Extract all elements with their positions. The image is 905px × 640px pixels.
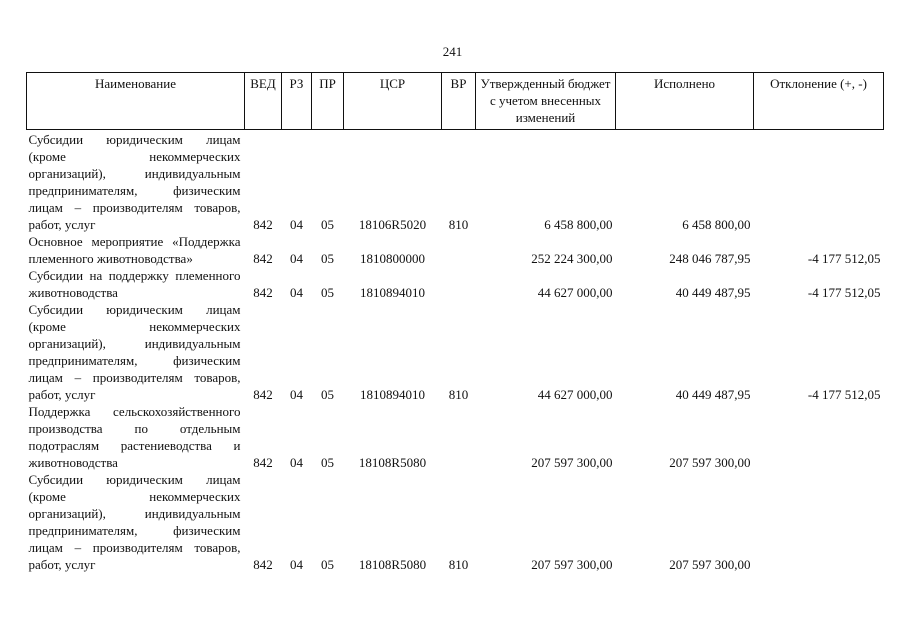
table-row — [27, 471, 884, 573]
row-pr: 05 — [321, 217, 334, 232]
row-executed: 40 449 487,95 — [675, 387, 751, 402]
row-name: Поддержка сельскохозяйственного производства по отдельным подотраслям растениеводства и животноводства — [28, 404, 241, 470]
row-pr: 05 — [321, 557, 334, 572]
row-deviation — [754, 471, 884, 573]
row-vr: 810 — [448, 387, 469, 402]
row-vr: 810 — [448, 557, 469, 572]
row-ved: 842 — [253, 387, 273, 402]
row-csr: 18108R5080 — [358, 557, 427, 572]
row-pr: 05 — [321, 251, 334, 266]
row-executed: 40 449 487,95 — [675, 285, 751, 300]
row-vr: 810 — [448, 217, 469, 232]
row-approved: 207 597 300,00 — [531, 557, 613, 572]
row-pr: 05 — [321, 455, 334, 470]
row-ved: 842 — [253, 557, 273, 572]
row-vr — [442, 233, 476, 267]
row-vr — [442, 267, 476, 301]
budget-table — [26, 72, 884, 573]
table-row — [27, 233, 884, 267]
row-approved: 252 224 300,00 — [531, 251, 613, 266]
row-name: Субсидии юридическим лицам (кроме некоммерческих организаций), индивидуальным предпринимателям, физическим лицам – производителям товаров, работ, услуг — [28, 302, 241, 402]
row-pr: 05 — [321, 387, 334, 402]
row-deviation — [754, 130, 884, 234]
table-row — [27, 301, 884, 403]
row-ved: 842 — [253, 455, 273, 470]
page-number: 241 — [442, 44, 463, 59]
row-rz: 04 — [290, 217, 303, 232]
row-rz: 04 — [290, 455, 303, 470]
header-rz: РЗ — [282, 73, 312, 130]
header-pr: ПР — [312, 73, 344, 130]
row-ved: 842 — [253, 285, 273, 300]
row-approved: 6 458 800,00 — [544, 217, 613, 232]
table-row — [27, 267, 884, 301]
table-row — [27, 130, 884, 234]
header-name: Наименование — [27, 73, 245, 130]
row-deviation: -4 177 512,05 — [807, 251, 881, 266]
row-executed: 248 046 787,95 — [669, 251, 751, 266]
row-vr — [442, 403, 476, 471]
header-approved: Утвержденный бюджет с учетом внесенных изменений — [476, 73, 616, 130]
header-deviation: Отклонение (+, -) — [754, 73, 884, 130]
row-name: Субсидии юридическим лицам (кроме некоммерческих организаций), индивидуальным предпринимателям, физическим лицам – производителям товаров, работ, услуг — [28, 472, 241, 572]
row-rz: 04 — [290, 285, 303, 300]
header-executed: Исполнено — [616, 73, 754, 130]
row-executed: 207 597 300,00 — [669, 557, 751, 572]
row-name: Субсидии юридическим лицам (кроме некоммерческих организаций), индивидуальным предпринимателям, физическим лицам – производителям товаров, работ, услуг — [28, 132, 241, 232]
row-csr: 18108R5080 — [358, 455, 427, 470]
row-deviation: -4 177 512,05 — [807, 285, 881, 300]
row-approved: 207 597 300,00 — [531, 455, 613, 470]
row-pr: 05 — [321, 285, 334, 300]
row-approved: 44 627 000,00 — [537, 387, 613, 402]
row-approved: 44 627 000,00 — [537, 285, 613, 300]
row-csr: 18106R5020 — [358, 217, 427, 232]
row-ved: 842 — [253, 217, 273, 232]
row-csr: 1810894010 — [360, 387, 425, 402]
header-vr: ВР — [442, 73, 476, 130]
row-csr: 1810894010 — [360, 285, 425, 300]
row-rz: 04 — [290, 387, 303, 402]
row-name: Основное мероприятие «Поддержка племенного животноводства» — [28, 234, 241, 266]
table-row — [27, 403, 884, 471]
row-executed: 6 458 800,00 — [682, 217, 751, 232]
row-rz: 04 — [290, 557, 303, 572]
header-csr: ЦСР — [344, 73, 442, 130]
row-deviation: -4 177 512,05 — [807, 387, 881, 402]
row-deviation — [754, 403, 884, 471]
row-csr: 1810800000 — [360, 251, 425, 266]
table-header-row — [27, 73, 884, 130]
row-rz: 04 — [290, 251, 303, 266]
row-executed: 207 597 300,00 — [669, 455, 751, 470]
header-ved: ВЕД — [245, 73, 282, 130]
row-name: Субсидии на поддержку племенного животноводства — [28, 268, 241, 300]
row-ved: 842 — [253, 251, 273, 266]
